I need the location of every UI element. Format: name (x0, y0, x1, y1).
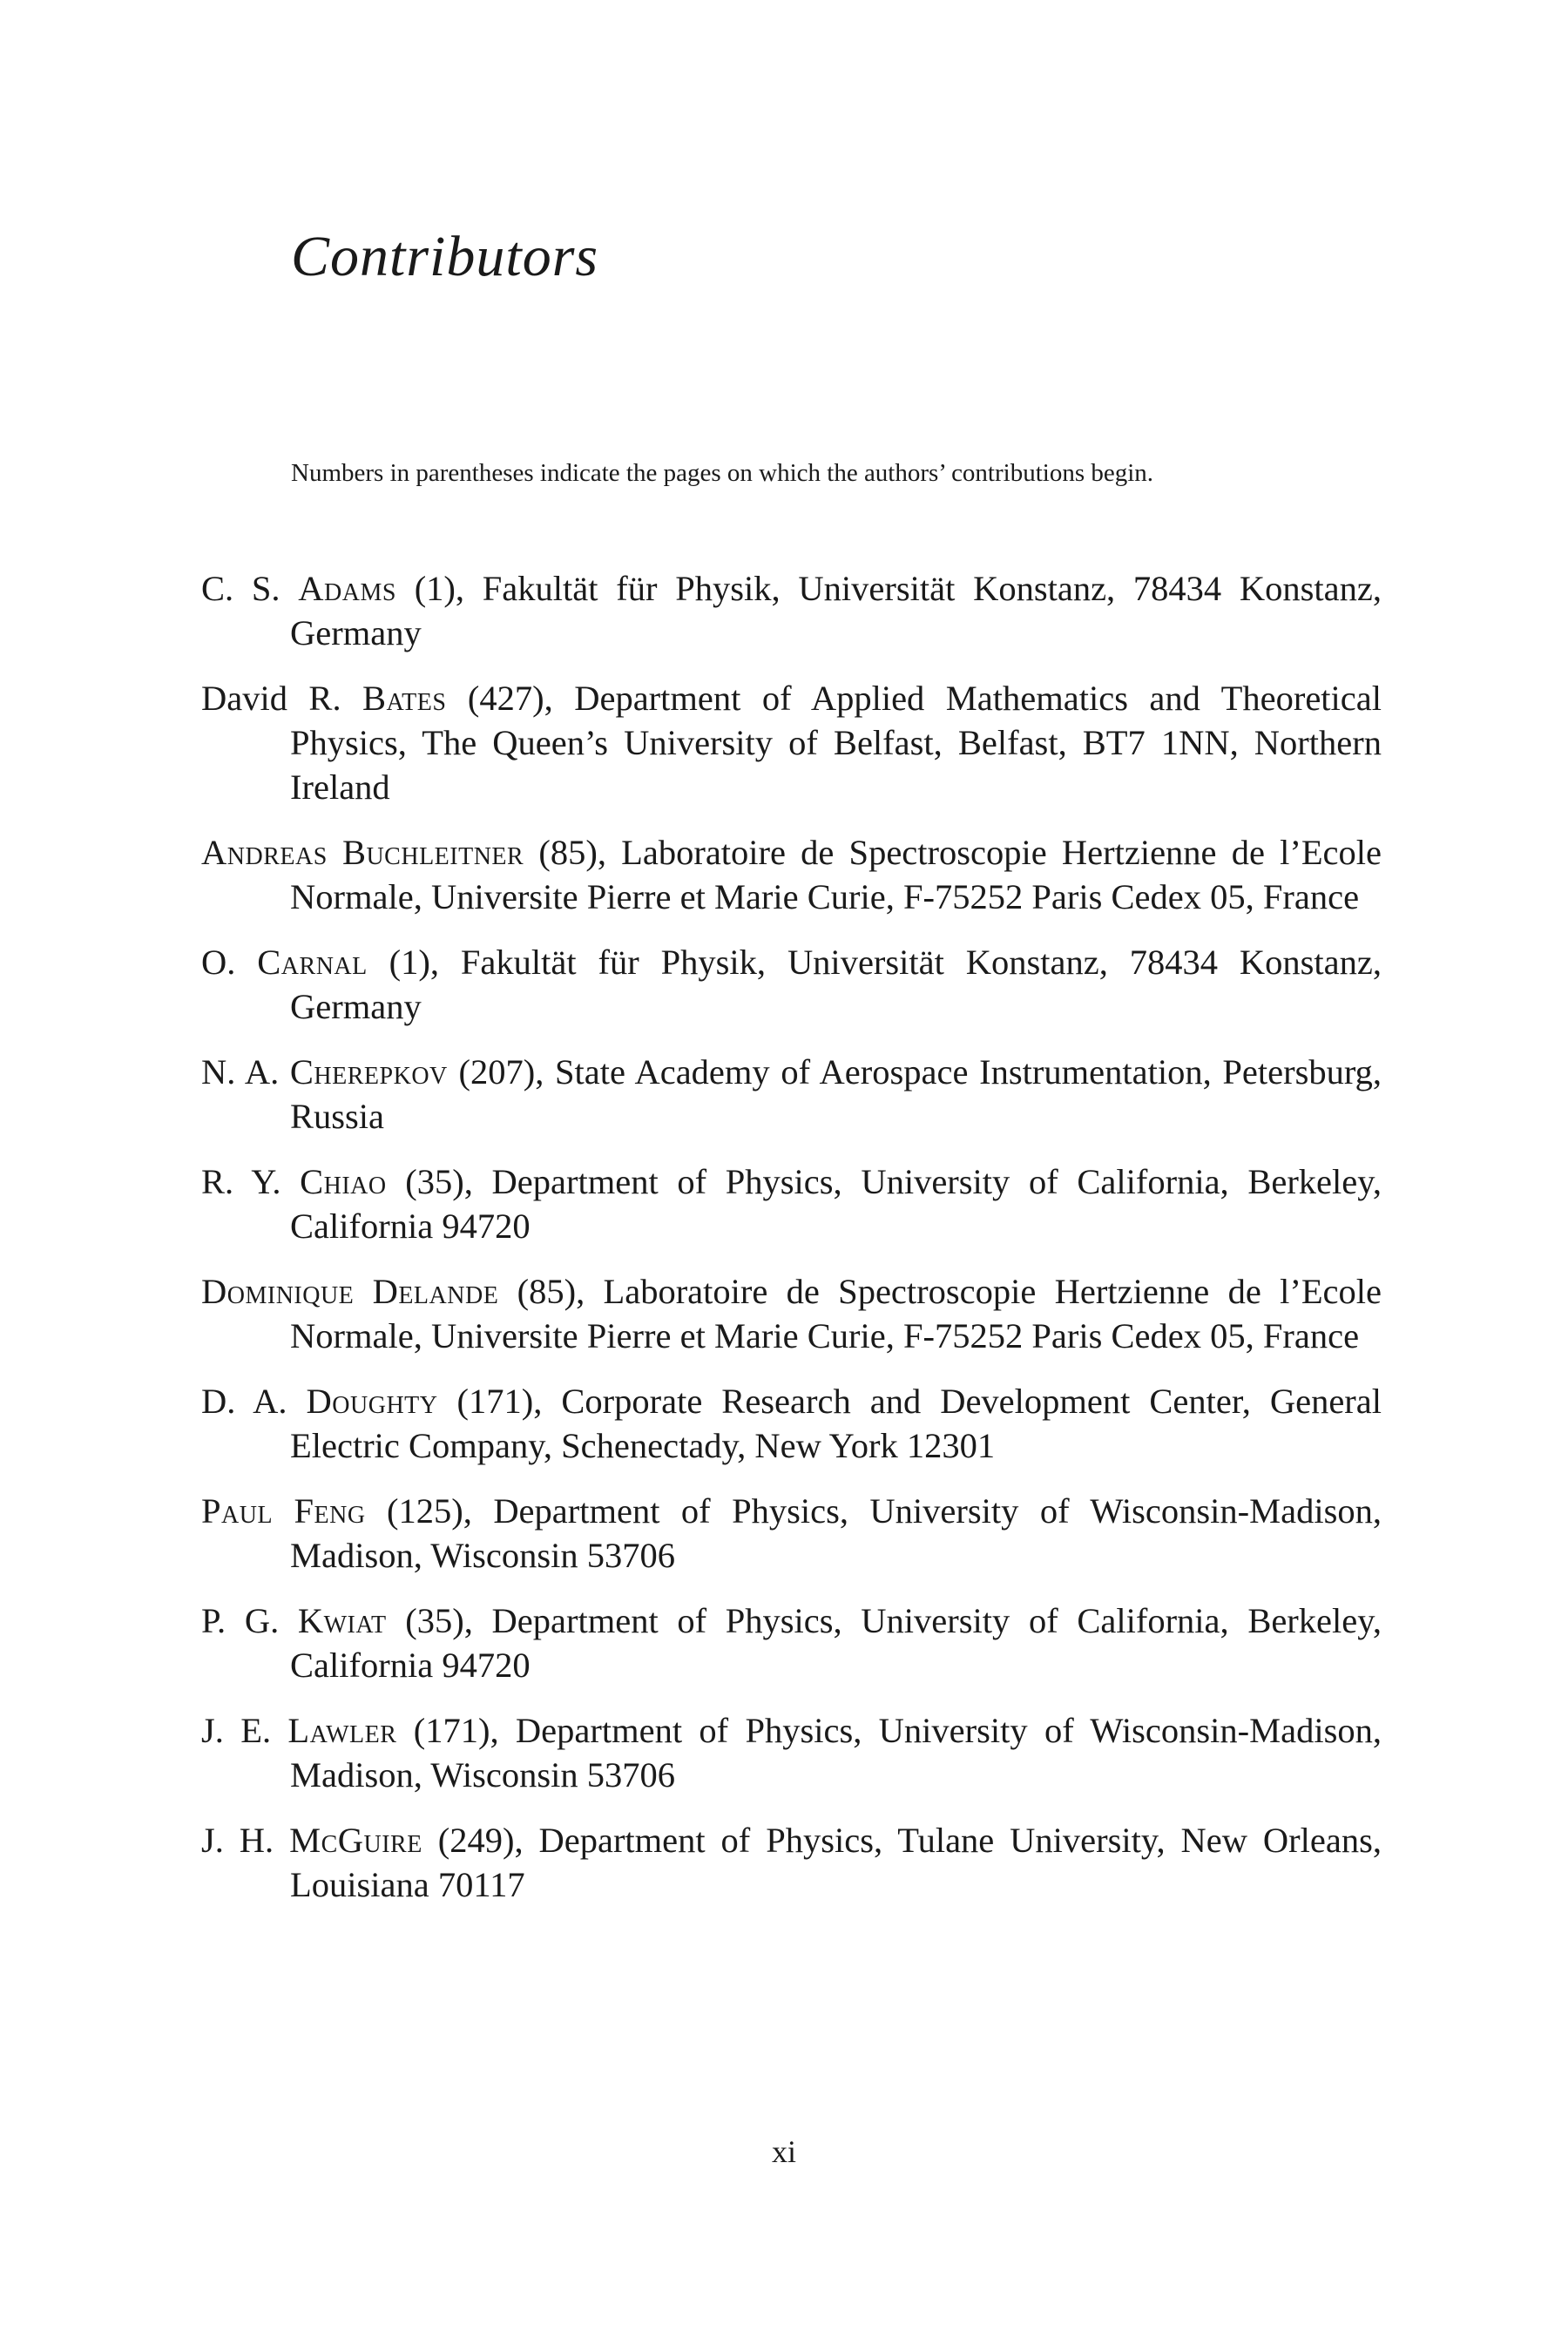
contributor-entry (201, 1818, 1382, 1907)
contributor-surname: Adams (298, 569, 396, 608)
contributor-given-name: P. G. (201, 1601, 280, 1640)
contributor-given-name: J. H. (201, 1821, 274, 1860)
contributor-entry (201, 1708, 1382, 1797)
contributor-entry (201, 566, 1382, 655)
contributor-affiliation: (427), Department of Applied Mathematics and Theoretical Physics, The Queen’s University of Belfast, Belfast, BT7 1NN, Northern Ireland (290, 679, 1382, 807)
contributor-entry (201, 676, 1382, 809)
contributor-affiliation: (85), Laboratoire de Spectroscopie Hertzienne de l’Ecole Normale, Universite Pierre et Marie Curie, F-75252 Paris Cedex 05, France (290, 833, 1382, 916)
contributor-affiliation: (1), Fakultät für Physik, Universität Konstanz, 78434 Konstanz, Germany (290, 943, 1382, 1026)
contributor-affiliation: (171), Department of Physics, University of Wisconsin-Madison, Madison, Wisconsin 53706 (290, 1711, 1382, 1794)
contributor-entry (201, 1598, 1382, 1687)
contributor-entry (201, 1489, 1382, 1578)
contributor-surname: Delande (372, 1272, 499, 1311)
contributor-affiliation: (125), Department of Physics, University of Wisconsin-Madison, Madison, Wisconsin 53706 (290, 1491, 1382, 1575)
contributor-surname: Chiao (300, 1162, 387, 1201)
page-title: Contributors (291, 225, 599, 288)
contributor-entry (201, 1050, 1382, 1139)
contributor-affiliation: (1), Fakultät für Physik, Universität Konstanz, 78434 Konstanz, Germany (290, 569, 1382, 652)
contributor-entry (201, 1159, 1382, 1248)
contributor-given-name: R. Y. (201, 1162, 281, 1201)
contributor-surname: McGuire (289, 1821, 422, 1860)
contributor-surname: Lawler (287, 1711, 397, 1750)
contributor-affiliation: (249), Department of Physics, Tulane University, New Orleans, Louisiana 70117 (290, 1821, 1382, 1904)
contributor-affiliation: (85), Laboratoire de Spectroscopie Hertzienne de l’Ecole Normale, Universite Pierre et Marie Curie, F-75252 Paris Cedex 05, France (290, 1272, 1382, 1355)
contributor-list (201, 566, 1382, 1928)
contributor-affiliation: (207), State Academy of Aerospace Instrumentation, Petersburg, Russia (290, 1052, 1382, 1136)
contributor-given-name: O. (201, 943, 236, 982)
contributor-affiliation: (35), Department of Physics, University of California, Berkeley, California 94720 (290, 1601, 1382, 1685)
contributor-given-name: C. S. (201, 569, 280, 608)
contributor-affiliation: (35), Department of Physics, University of California, Berkeley, California 94720 (290, 1162, 1382, 1246)
page-note: Numbers in parentheses indicate the pages on which the authors’ contributions begin. (291, 459, 1154, 487)
page-number: xi (771, 2134, 796, 2169)
contributor-given-name: David R. (201, 679, 341, 718)
contributor-surname: Buchleitner (341, 833, 524, 872)
contributor-surname: Cherepkov (289, 1052, 448, 1092)
contributor-given-name: N. A. (201, 1052, 280, 1092)
contributor-surname: Bates (362, 679, 447, 718)
contributor-surname: Doughty (306, 1382, 438, 1421)
contributor-given-name: D. A. (201, 1382, 287, 1421)
contributor-given-name: Paul (201, 1491, 274, 1531)
contributor-given-name: Dominique (201, 1272, 355, 1311)
contributor-surname: Kwiat (297, 1601, 387, 1640)
contributor-entry (201, 1379, 1382, 1468)
contributor-entry (201, 940, 1382, 1029)
contributor-affiliation: (171), Corporate Research and Development Center, General Electric Company, Schenectady, New York 12301 (290, 1382, 1382, 1465)
contributor-given-name: J. E. (201, 1711, 272, 1750)
contributor-surname: Feng (294, 1491, 366, 1531)
contributor-surname: Carnal (257, 943, 368, 982)
contributor-entry (201, 1269, 1382, 1358)
contributor-entry (201, 830, 1382, 919)
contributor-given-name: Andreas (201, 833, 328, 872)
